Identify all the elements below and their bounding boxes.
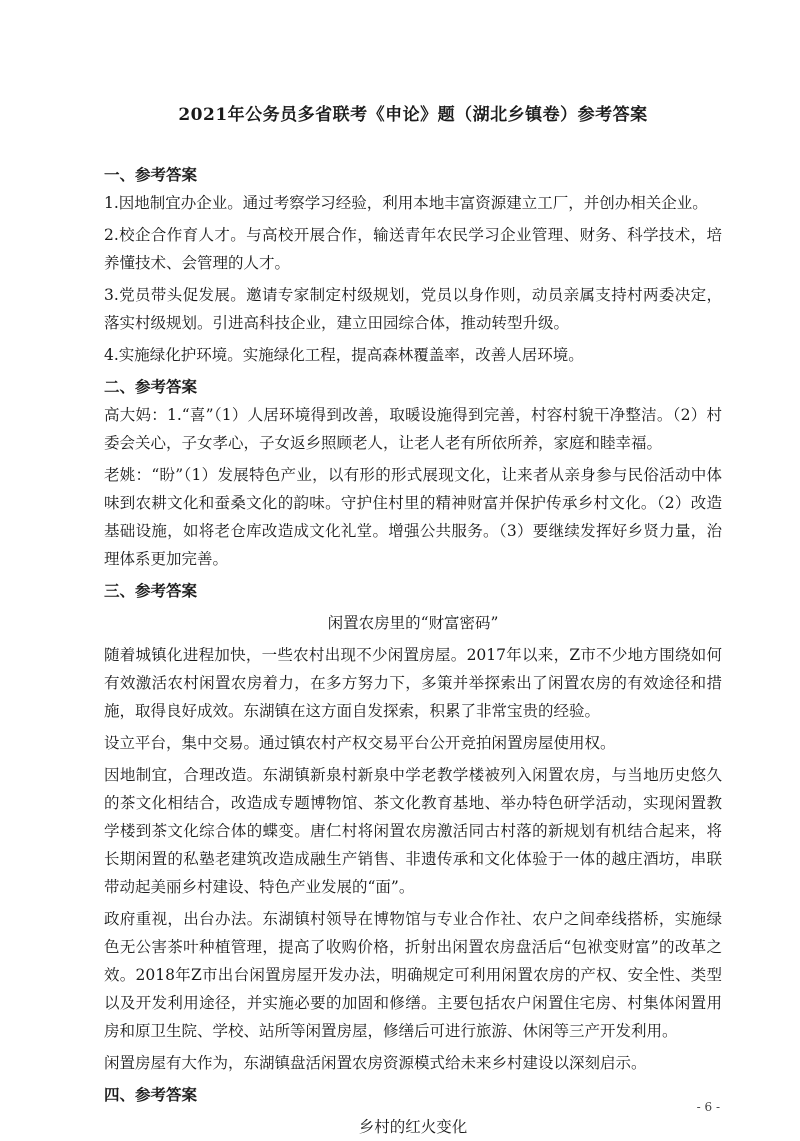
section-heading: 三、参考答案 (104, 581, 198, 600)
paragraph: 高大妈：1.“喜”（1）人居环境得到改善，取暖设施得到完善，村容村貌干净整洁。（2）村委会关心，子女孝心，子女返乡照顾老人，让老人老有所依所养，家庭和睦幸福。 (104, 406, 722, 452)
paragraph: 因地制宜，合理改造。东湖镇新泉村新泉中学老教学楼被列入闲置农房，与当地历史悠久的茶文化相结合，改造成专题博物馆、茶文化教育基地、举办特色研学活动，实现闲置教学楼到茶文化综合体的蝶变。唐仁村将闲置农房激活同古村落的新规划有机结合起来，将长期闲置的私塾老建筑改造成融生产销售、非遗传承和文化体验于一体的越庄酒坊，串联带动起美丽乡村建设、特色产业发展的“面”。 (104, 766, 722, 896)
section-3 (104, 577, 722, 1077)
paragraph: 随着城镇化进程加快，一些农村出现不少闲置房屋。2017年以来，Z市不少地方围绕如何有效激活农村闲置农房着力，在多方努力下，多策并举探索出了闲置农房的有效途径和措施，取得良好成效。东湖镇在这方面自发探索，积累了非常宝贵的经验。 (104, 646, 722, 720)
section-2 (104, 373, 722, 573)
paragraph: 1.因地制宜办企业。通过考察学习经验，利用本地丰富资源建立工厂，并创办相关企业。 (104, 194, 708, 212)
paragraph: 闲置房屋有大作为，东湖镇盘活闲置农房资源模式给未来乡村建设以深刻启示。 (104, 1054, 647, 1072)
section-heading: 二、参考答案 (104, 377, 198, 396)
section-4 (104, 1081, 722, 1141)
essay-title: 闲置农房里的“财富密码” (327, 614, 499, 632)
section-heading: 一、参考答案 (104, 165, 198, 184)
section-heading: 四、参考答案 (104, 1085, 198, 1104)
paragraph: 2.校企合作育人才。与高校开展合作，输送青年农民学习企业管理、财务、科学技术，培养懂技术、会管理的人才。 (104, 226, 722, 272)
page-title: 2021年公务员多省联考《申论》题（湖北乡镇卷）参考答案 (178, 105, 648, 125)
page-number: - 6 - (696, 1100, 720, 1114)
paragraph: 设立平台，集中交易。通过镇农村产权交易平台公开竞拍闲置房屋使用权。 (104, 734, 616, 752)
paragraph: 3.党员带头促发展。邀请专家制定村级规划，党员以身作则，动员亲属支持村两委决定，落实村级规划。引进高科技企业，建立田园综合体，推动转型升级。 (104, 286, 722, 332)
paragraph: 老姚：“盼”（1）发展特色产业，以有形的形式展现文化，让来者从亲身参与民俗活动中体味到农耕文化和蚕桑文化的韵味。守护住村里的精神财富并保护传承乡村文化。（2）改造基础设施，如将老仓库改造成文化礼堂。增强公共服务。（3）要继续发挥好乡贤力量，治理体系更加完善。 (104, 466, 722, 568)
paragraph: 政府重视，出台办法。东湖镇村领导在博物馆与专业合作社、农户之间牵线搭桥，实施绿色无公害茶叶种植管理，提高了收购价格，折射出闲置农房盘活后“包袱变财富”的改革之效。2018年Z市出台闲置房屋开发办法，明确规定可利用闲置农房的产权、安全性、类型以及开发利用途径，并实施必要的加固和修缮。主要包括农户闲置住宅房、村集体闲置用房和原卫生院、学校、站所等闲置房屋，修缮后可进行旅游、休闲等三产开发利用。 (104, 910, 722, 1040)
paragraph: 4.实施绿化护环境。实施绿化工程，提高森林覆盖率，改善人居环境。 (104, 346, 584, 364)
section-1 (104, 161, 722, 369)
essay-title: 乡村的红火变化 (358, 1118, 468, 1136)
